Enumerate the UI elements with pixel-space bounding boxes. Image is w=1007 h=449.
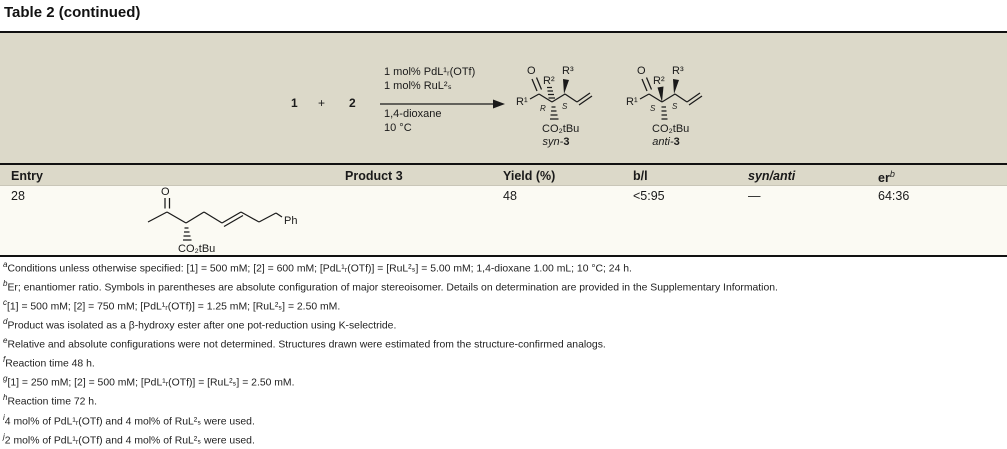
footnote-a: $^a$Conditions unless otherwise specified: [1] = 500 mM; [2] = 600 mM; [PdL¹ᵣ(OTf)] = [RuL²ₛ] = 5.00 mM; 1,4-dioxane 1.00 mL; 10 °C; 24 h. [3,260,632,275]
syn-product-label: syn-3 [542,136,570,148]
column-header-syn-anti: syn/anti [748,169,796,183]
footnote-d: $^d$Product was isolated as a β-hydroxy ester after one pot-reduction using K-selectride. [3,317,397,332]
bottom-rule [0,255,1007,257]
atom-label-r3: R³ [672,65,684,77]
column-header-er: $er^b$ [878,169,895,186]
condition-solvent: 1,4-dioxane [384,108,442,120]
reactant-2-label: 2 [349,96,356,110]
ester-label: CO₂tBu [178,243,216,255]
column-header-product: Product 3 [345,169,403,183]
footnote-h: $^h$Reaction time 72 h. [3,393,97,408]
atom-label-r1: R¹ [516,96,528,108]
ester-label: CO₂tBu [542,123,580,135]
atom-label-r3: R³ [562,65,574,77]
column-header-entry: Entry [11,169,43,183]
phenyl-label: Ph [284,215,298,227]
atom-label-o: O [637,65,646,77]
footnote-f: $^f$Reaction time 48 h. [3,355,95,370]
ester-label: CO₂tBu [652,123,690,135]
atom-label-r2: R² [543,75,555,87]
table-title: Table 2 (continued) [4,4,141,21]
cell-syn-anti: — [748,189,761,203]
column-header-yield: Yield (%) [503,169,556,183]
anti-product-label: anti-3 [652,136,680,148]
atom-label-o: O [161,186,170,198]
atom-label-r2: R² [653,75,665,87]
cell-er: 64:36 [878,189,910,203]
footnote-j: $^j$2 mol% of PdL¹ᵣ(OTf) and 4 mol% of RuL²ₛ were used. [3,431,255,447]
footnote-b: $^b$Er; enantiomer ratio. Symbols in parentheses are absolute configuration of major stereoisomer. Details on determination are provided in the Supplementary Information. [3,279,778,294]
table-header-row [0,163,1007,186]
cell-bl: <5:95 [633,189,665,203]
reactant-1-label: 1 [291,96,298,110]
stereo-label-alpha: R [540,104,546,113]
atom-label-o: O [527,65,536,77]
stereo-label-alpha: S [650,104,656,113]
er-footnote-superscript: b [889,169,895,179]
footnote-i: $^i$4 mol% of PdL¹ᵣ(OTf) and 4 mol% of RuL²ₛ were used. [3,412,255,427]
footnote-c: $^c$[1] = 500 mM; [2] = 750 mM; [PdL¹ᵣ(OTf)] = 1.25 mM; [RuL²ₛ] = 2.50 mM. [3,298,341,313]
stereo-label-beta: S [672,102,678,111]
entry-28-product-structure [140,184,345,255]
anti-product-structure [626,58,741,138]
stereo-label-beta: S [562,102,568,111]
atom-label-r1: R¹ [626,96,638,108]
column-header-bl: b/l [633,169,648,183]
condition-catalyst-ru: 1 mol% RuL²ₛ [384,80,452,92]
footnote-e: $^e$Relative and absolute configurations were not determined. Structures drawn were estimated from the structure-confirmed analogs. [3,336,606,351]
condition-temperature: 10 °C [384,122,412,134]
plus-sign: + [318,96,326,110]
condition-catalyst-pd: 1 mol% PdL¹ᵣ(OTf) [384,66,476,78]
footnote-g: $^g$[1] = 250 mM; [2] = 500 mM; [PdL¹ᵣ(OTf)] = [RuL²ₛ] = 2.50 mM. [3,374,295,389]
cell-entry: 28 [11,189,25,203]
syn-product-structure [516,58,631,138]
cell-yield: 48 [503,189,517,203]
footnotes-section [3,258,1003,449]
